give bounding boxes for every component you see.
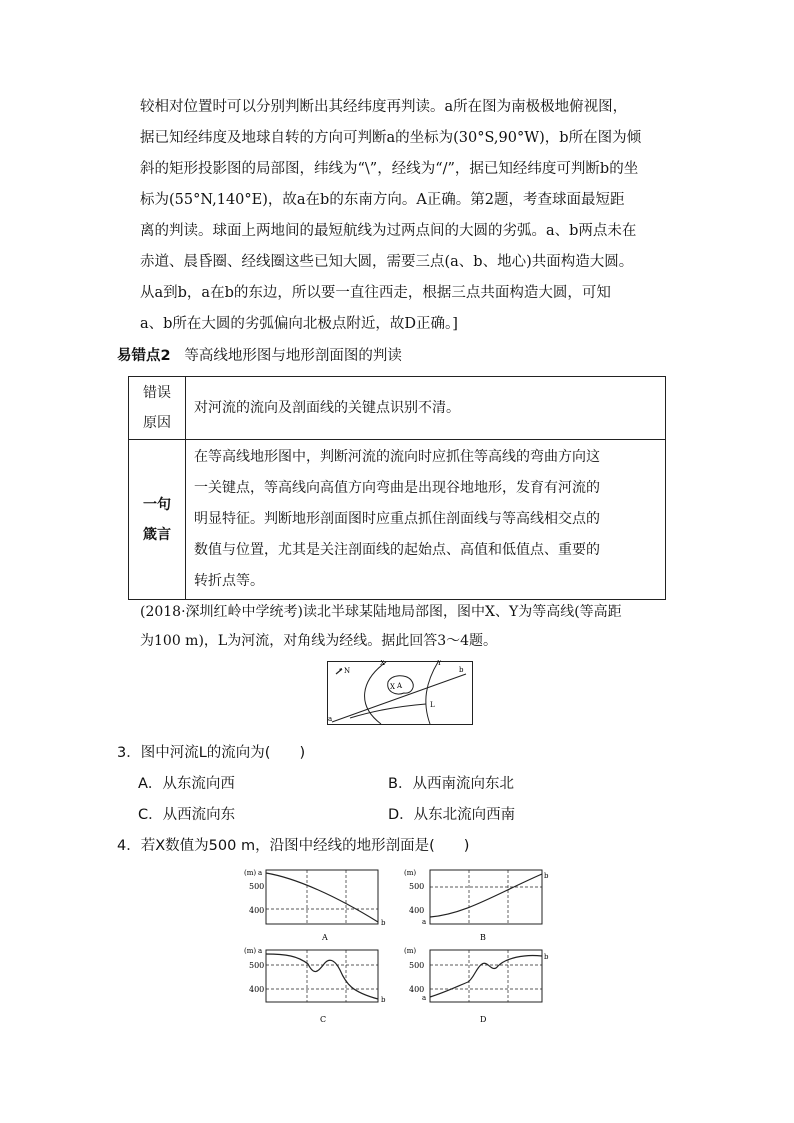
tip-label-cause bbox=[129, 377, 186, 440]
profile-frame bbox=[430, 870, 542, 924]
tip-text-line: 明显特征。判断地形剖面图时应重点抓住剖面线与等高线相交点的 bbox=[194, 511, 600, 527]
intro-line: (2018·深圳红岭中学统考)读北半球某陆地局部图，图中X、Y为等高线(等高距 bbox=[140, 604, 622, 620]
profile-label-a: A bbox=[322, 933, 328, 942]
section-title: 等高线地形图与地形剖面图的判读 bbox=[184, 348, 402, 364]
profile-tick-500: 500 bbox=[249, 961, 265, 970]
profile-end-a: a bbox=[258, 947, 263, 955]
profile-a[interactable] bbox=[244, 869, 386, 942]
tip-text-motto bbox=[186, 440, 666, 600]
tip-row-cause bbox=[129, 377, 666, 440]
profile-end-a: a bbox=[422, 994, 427, 1002]
profile-tick-400: 400 bbox=[249, 985, 265, 994]
tip-row-motto bbox=[129, 440, 666, 600]
section-number: 易错点2 bbox=[117, 348, 171, 364]
explanation-line: a、b所在大圆的劣弧偏向北极点附近，故D正确。] bbox=[140, 316, 458, 332]
tip-table bbox=[128, 376, 666, 600]
profile-c[interactable] bbox=[244, 947, 386, 1024]
q3-option-a[interactable]: A．从东流向西 bbox=[138, 776, 235, 792]
profile-curve bbox=[430, 874, 542, 917]
profile-curve bbox=[430, 955, 542, 997]
contour-x bbox=[365, 662, 386, 724]
profile-end-b: b bbox=[381, 996, 386, 1004]
profile-tick-400: 400 bbox=[249, 906, 265, 915]
tip-text-cause: 对河流的流向及剖面线的关键点识别不清。 bbox=[186, 377, 666, 440]
profile-end-b: b bbox=[381, 919, 386, 927]
profile-tick-400: 400 bbox=[409, 906, 425, 915]
profile-label-d: D bbox=[480, 1015, 487, 1024]
profile-end-b: b bbox=[544, 872, 549, 880]
tip-text-line: 数值与位置，尤其是关注剖面线的起始点、高值和低值点、重要的 bbox=[194, 542, 600, 558]
section-heading bbox=[117, 344, 402, 365]
profile-d[interactable] bbox=[404, 947, 549, 1024]
explanation-line: 离的判读。球面上两地间的最短航线为过两点间的大圆的劣弧。a、b两点未在 bbox=[140, 223, 637, 239]
profile-label-c: C bbox=[320, 1015, 327, 1024]
inner-x-label: X bbox=[390, 683, 395, 691]
profile-tick-500: 500 bbox=[409, 961, 425, 970]
profile-frame bbox=[430, 950, 542, 1002]
tip-label-line: 箴言 bbox=[143, 526, 171, 543]
intro-line: 为100 m)，L为河流，对角线为经线。据此回答3～4题。 bbox=[140, 633, 498, 649]
explanation-line: 标为(55°N,140°E)，故a在b的东南方向。A正确。第2题，考查球面最短距 bbox=[140, 192, 625, 208]
profile-unit: (m) bbox=[404, 947, 417, 955]
explanation-line: 从a到b，a在b的东边，所以要一直往西走，根据三点共面构造大圆，可知 bbox=[140, 285, 611, 301]
explanation-line: 较相对位置时可以分别判断出其经纬度再判读。a所在图为南极极地俯视图， bbox=[140, 99, 628, 115]
profile-tick-500: 500 bbox=[249, 882, 265, 891]
question-intro bbox=[140, 598, 670, 656]
river-l-label: L bbox=[430, 701, 435, 709]
profile-b[interactable] bbox=[404, 869, 549, 942]
tip-text-line: 一关键点，等高线向高值方向弯曲是出现谷地地形，发育有河流的 bbox=[194, 480, 600, 496]
contour-x-label: X bbox=[380, 660, 385, 667]
profile-unit: (m) bbox=[244, 869, 257, 877]
profile-curve bbox=[266, 954, 378, 999]
profile-frame bbox=[266, 950, 378, 1002]
contour-y-label: Y bbox=[437, 660, 442, 667]
inner-a-label: A bbox=[397, 682, 403, 690]
profile-unit: (m) bbox=[244, 947, 257, 955]
q3-option-c[interactable]: C．从西流向东 bbox=[138, 807, 236, 823]
meridian-end-a: a bbox=[328, 715, 333, 723]
tip-label-motto bbox=[129, 440, 186, 600]
tip-label-line: 原因 bbox=[143, 415, 171, 431]
profile-tick-400: 400 bbox=[409, 985, 425, 994]
profile-curve bbox=[266, 873, 378, 922]
north-label: N bbox=[344, 667, 351, 675]
tip-text-line: 转折点等。 bbox=[194, 573, 264, 589]
contour-map-figure bbox=[326, 660, 474, 726]
meridian-end-b: b bbox=[459, 666, 464, 674]
explanation-paragraph bbox=[140, 92, 660, 340]
profile-end-a: a bbox=[258, 869, 263, 877]
explanation-line: 赤道、晨昏圈、经线圈这些已知大圆，需要三点(a、b、地心)共面构造大圆。 bbox=[140, 254, 634, 270]
tip-label-line: 一句 bbox=[143, 496, 171, 513]
profile-frame bbox=[266, 870, 378, 924]
profile-tick-500: 500 bbox=[409, 882, 425, 891]
profile-options-figure bbox=[236, 864, 570, 1030]
q3-option-b[interactable]: B．从西南流向东北 bbox=[388, 776, 514, 792]
explanation-line: 据已知经纬度及地球自转的方向可判断a的坐标为(30°S,90°W)，b所在图为倾 bbox=[140, 130, 642, 146]
q3-option-d[interactable]: D．从东北流向西南 bbox=[388, 807, 516, 823]
question-4-stem: 4．若X数值为500 m，沿图中经线的地形剖面是( ) bbox=[117, 838, 470, 854]
question-3-stem: 3．图中河流L的流向为( ) bbox=[117, 745, 306, 761]
tip-label-line: 错误 bbox=[143, 385, 171, 401]
profile-unit: (m) bbox=[404, 869, 417, 877]
tip-text-line: 在等高线地形图中，判断河流的流向时应抓住等高线的弯曲方向这 bbox=[194, 449, 600, 465]
contour-y bbox=[426, 662, 438, 724]
profile-end-b: b bbox=[544, 953, 549, 961]
profile-end-a: a bbox=[422, 918, 427, 926]
profile-label-b: B bbox=[480, 933, 486, 942]
explanation-line: 斜的矩形投影图的局部图，纬线为“\”，经线为“/”，据已知经纬度可判断b的坐 bbox=[140, 161, 639, 177]
